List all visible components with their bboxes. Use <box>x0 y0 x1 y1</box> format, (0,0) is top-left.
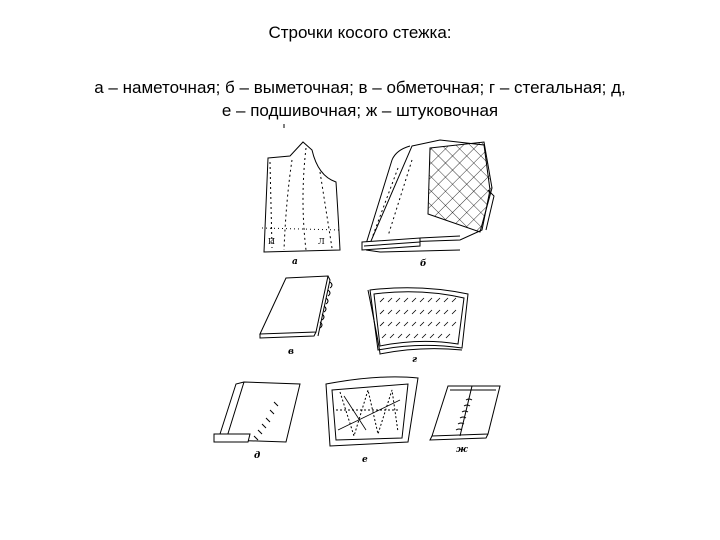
figure-e-label: е <box>362 455 368 465</box>
figure-d-hemming <box>214 382 300 442</box>
slide-title: Строчки косого стежка: <box>268 23 452 42</box>
figure-g-label: г <box>412 355 418 365</box>
figure-e-hemming <box>326 377 418 446</box>
figure-v-overcast <box>260 276 332 338</box>
figure-zh-darning <box>430 386 500 440</box>
figure-b-label: б <box>420 259 427 269</box>
figure-a-basting <box>262 124 340 252</box>
caption-line-2: е – подшивочная; ж – штуковочная <box>221 101 499 120</box>
figure-a-mark-right: Л <box>318 237 325 246</box>
figure-a-label: а <box>292 257 298 267</box>
figure-a-mark-left: И <box>268 237 275 246</box>
figure-g-quilting <box>368 288 468 354</box>
figure-zh-label: ж <box>456 445 468 455</box>
caption-line-1: а – наметочная; б – выметочная; в – обметочная; г – стегальная; д, <box>94 78 626 97</box>
figure-b-edge-basting <box>362 140 494 252</box>
figure-v-label: в <box>288 347 294 357</box>
figure-d-label: д <box>254 451 261 461</box>
